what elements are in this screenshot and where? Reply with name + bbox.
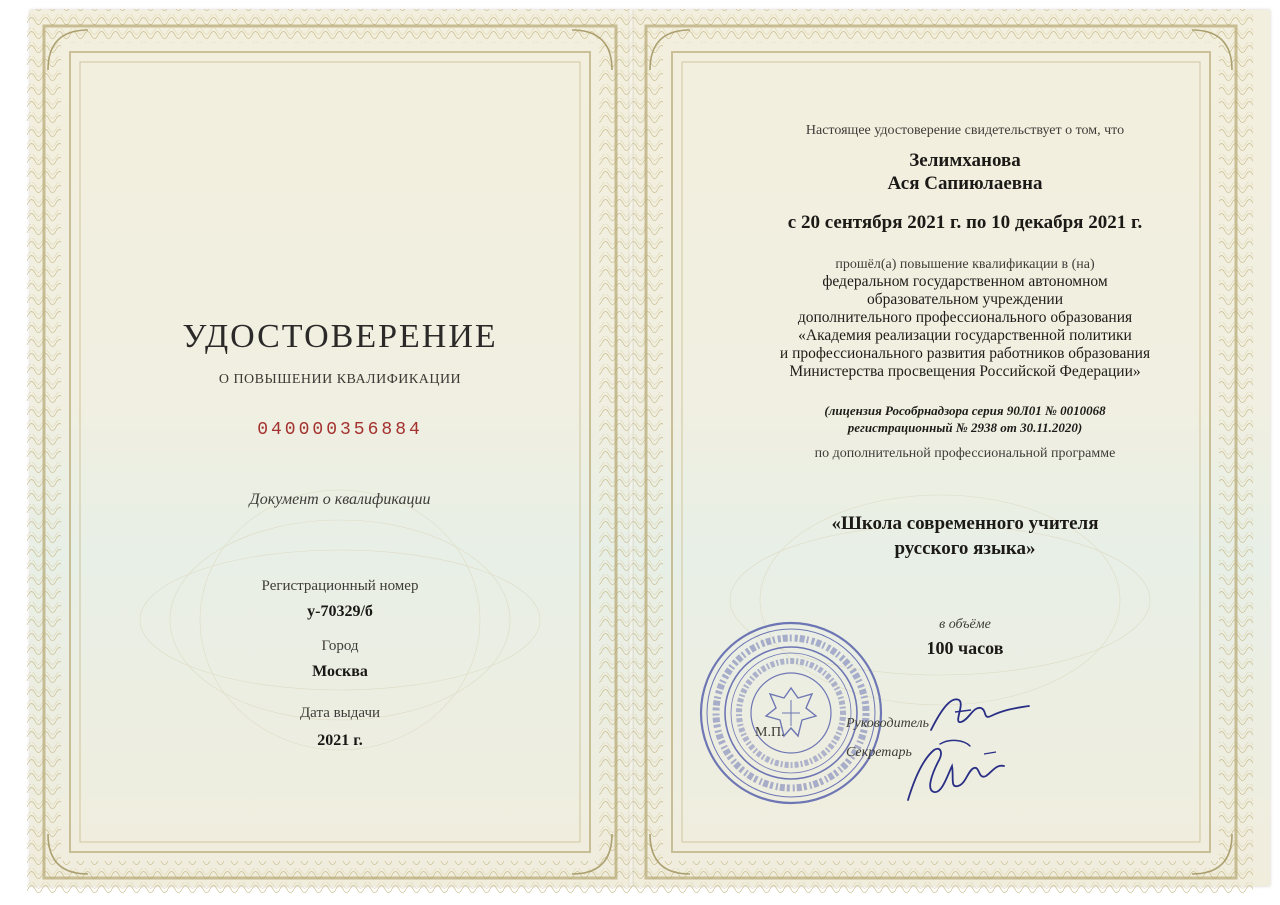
center-fold bbox=[628, 10, 634, 886]
training-period: с 20 сентября 2021 г. по 10 декабря 2021 г. bbox=[787, 212, 1143, 233]
license-line: (лицензия Рособрнадзора серия 90Л01 № 0010068 bbox=[824, 403, 1106, 418]
recipient-given-names: Ася Сапиюлаевна bbox=[887, 173, 1043, 194]
institution-name bbox=[660, 273, 1270, 381]
institution-line: и профессионального развития работников образования bbox=[779, 345, 1151, 362]
secretary-signature-icon bbox=[900, 730, 1010, 810]
hours-value: 100 часов bbox=[926, 638, 1004, 658]
institution-line: дополнительного профессионального образования bbox=[797, 309, 1133, 326]
institution-line: образовательном учреждении bbox=[866, 291, 1064, 308]
recipient-surname: Зелимханова bbox=[909, 150, 1021, 171]
city-label: Город bbox=[321, 638, 359, 654]
head-label: Руководитель bbox=[846, 716, 930, 731]
volume-label: в объёме bbox=[939, 617, 991, 632]
program-title-line: русского языка» bbox=[894, 538, 1036, 559]
certificate-title: УДОСТОВЕРЕНИЕ bbox=[182, 318, 498, 355]
reg-number-value: у-70329/б bbox=[307, 603, 373, 620]
reg-number-label: Регистрационный номер bbox=[261, 578, 419, 594]
program-title bbox=[660, 511, 1270, 561]
serial-number: 040000356884 bbox=[257, 420, 423, 440]
license-info bbox=[660, 402, 1270, 436]
left-page-frame bbox=[44, 26, 616, 878]
issue-date-value: 2021 г. bbox=[317, 732, 363, 749]
passed-text: прошёл(а) повышение квалификации в (на) bbox=[835, 257, 1095, 272]
certificate-subtitle: О ПОВЫШЕНИИ КВАЛИФИКАЦИИ bbox=[218, 372, 462, 387]
city-value: Москва bbox=[312, 663, 368, 680]
program-title-line: «Школа современного учителя bbox=[831, 513, 1099, 534]
document-type: Документ о квалификации bbox=[249, 491, 431, 508]
institution-line: Министерства просвещения Российской Федерации» bbox=[789, 363, 1141, 380]
institution-line: федеральном государственном автономном bbox=[822, 273, 1108, 290]
program-intro: по дополнительной профессиональной программе bbox=[814, 446, 1116, 461]
intro-text: Настоящее удостоверение свидетельствует о том, что bbox=[805, 123, 1125, 138]
recipient-name bbox=[660, 149, 1270, 195]
institution-line: «Академия реализации государственной политики bbox=[798, 327, 1132, 344]
official-stamp-icon bbox=[696, 618, 886, 808]
stamp-place-label: М.П. bbox=[755, 725, 785, 740]
license-line: регистрационный № 2938 от 30.11.2020) bbox=[847, 420, 1083, 435]
secretary-label: Секретарь bbox=[846, 745, 912, 760]
issue-date-label: Дата выдачи bbox=[299, 705, 381, 721]
